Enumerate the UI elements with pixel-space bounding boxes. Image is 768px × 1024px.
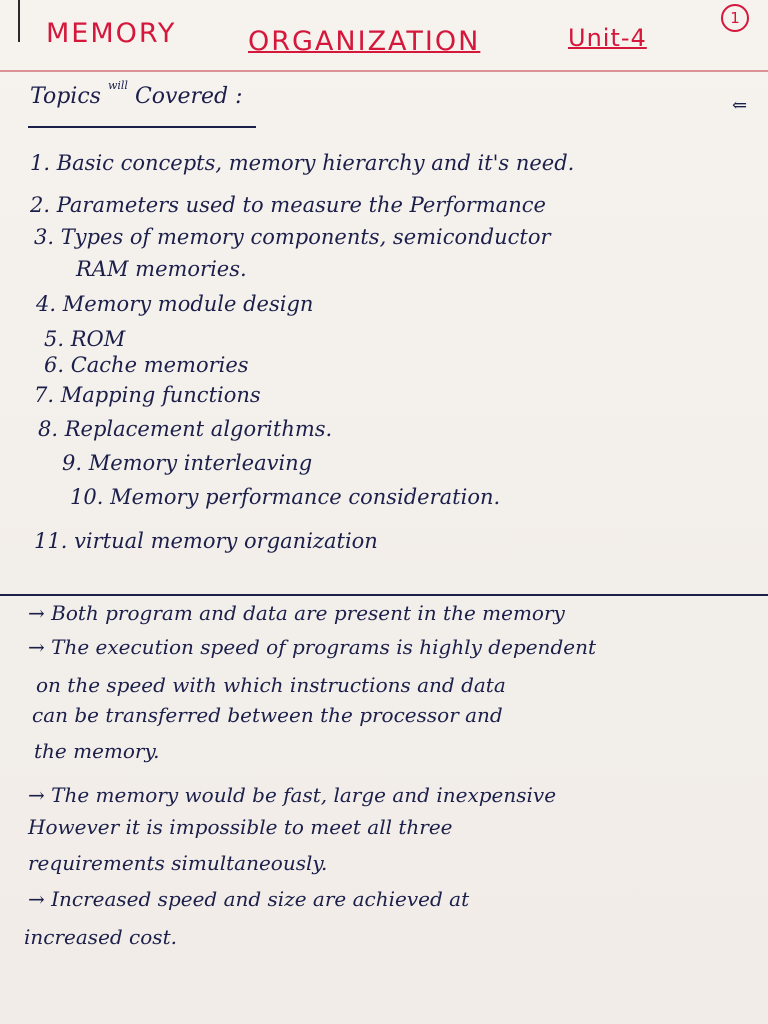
note-line-7: However it is impossible to meet all three bbox=[28, 815, 453, 839]
topic-item-11: 11. virtual memory organization bbox=[34, 529, 378, 553]
topics-label-rest: Covered : bbox=[134, 84, 243, 109]
topic-item-3: 3. Types of memory components, semiconductor bbox=[34, 225, 551, 249]
title-organization: ORGANIZATION bbox=[248, 26, 481, 57]
topic-item-2: 2. Parameters used to measure the Performance bbox=[30, 193, 546, 217]
note-line-6: → The memory would be fast, large and inexpensive bbox=[28, 783, 557, 807]
note-line-8: requirements simultaneously. bbox=[28, 851, 328, 875]
note-line-10: increased cost. bbox=[24, 925, 177, 949]
margin-line bbox=[18, 0, 20, 42]
section-divider bbox=[0, 594, 768, 596]
title-memory: MEMORY bbox=[46, 18, 177, 49]
page-number-circle: 1 bbox=[721, 4, 749, 32]
note-line-9: → Increased speed and size are achieved at bbox=[28, 887, 470, 911]
topics-label: Topics bbox=[30, 84, 101, 109]
header-rule bbox=[0, 70, 768, 72]
topic-item-4: 4. Memory module design bbox=[36, 292, 314, 316]
topic-item-9: 9. Memory interleaving bbox=[62, 451, 313, 475]
topic-item-6: 6. Cache memories bbox=[44, 353, 249, 377]
topic-item-5: 5. ROM bbox=[44, 327, 126, 351]
arrow-mark-icon: ⇐ bbox=[732, 95, 748, 116]
note-line-3: on the speed with which instructions and data bbox=[36, 673, 506, 697]
topic-item-3-cont: RAM memories. bbox=[76, 257, 247, 281]
note-line-2: → The execution speed of programs is highly dependent bbox=[28, 635, 596, 659]
topics-underline bbox=[28, 126, 256, 128]
note-line-1: → Both program and data are present in the memory bbox=[28, 601, 565, 625]
topic-item-8: 8. Replacement algorithms. bbox=[38, 417, 333, 441]
note-line-4: can be transferred between the processor and bbox=[32, 703, 503, 727]
topics-heading bbox=[30, 79, 243, 109]
topic-item-7: 7. Mapping functions bbox=[34, 383, 261, 407]
topics-label-sup: will bbox=[107, 79, 128, 92]
unit-label: Unit-4 bbox=[568, 24, 647, 52]
note-line-5: the memory. bbox=[34, 739, 160, 763]
topic-item-10: 10. Memory performance consideration. bbox=[70, 485, 501, 509]
topic-item-1: 1. Basic concepts, memory hierarchy and it's need. bbox=[30, 151, 575, 175]
